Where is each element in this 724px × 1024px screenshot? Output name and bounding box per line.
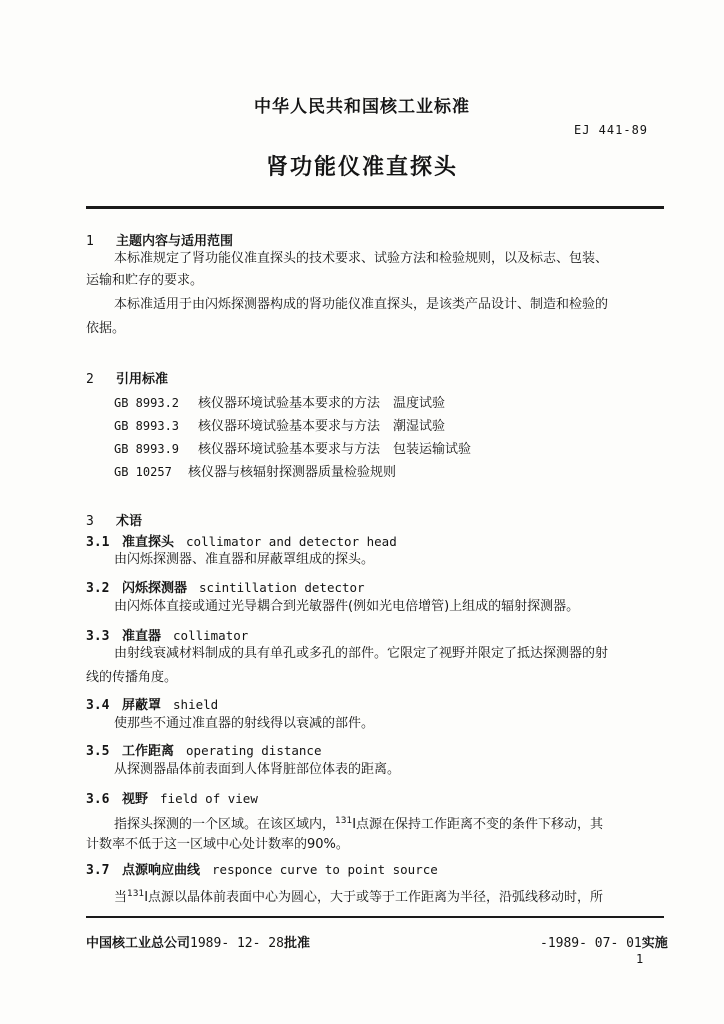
term-definition: 计数率不低于这一区域中心处计数率的90%。 (86, 837, 349, 852)
term-english: operating distance (186, 743, 322, 758)
term-definition (114, 810, 603, 836)
term-number: 3.2 (86, 581, 110, 596)
isotope-superscript: 131 (335, 816, 353, 826)
definition-text: I点源在保持工作距离不变的条件下移动，其 (352, 817, 604, 832)
term-chinese: 屏蔽罩 (122, 698, 162, 713)
standard-code: EJ 441-89 (574, 123, 649, 137)
term-number: 3.1 (86, 535, 110, 550)
term-definition: 使那些不通过准直器的射线得以衰减的部件。 (114, 716, 375, 731)
reference-item (114, 415, 445, 434)
term-definition: 由射线衰减材料制成的具有单孔或多孔的部件。它限定了视野并限定了抵达探测器的射 (114, 646, 609, 661)
section-number: 2 (86, 372, 94, 387)
approving-authority: 中国核工业总公司 (86, 936, 191, 951)
term-number: 3.4 (86, 698, 110, 713)
paragraph-line: 依据。 (86, 321, 126, 336)
term-english: field of view (160, 791, 258, 806)
implementation-line (540, 932, 668, 951)
section-title: 引用标准 (116, 372, 169, 387)
section-2-heading (86, 368, 168, 387)
definition-text: 指探头探测的一个区域。在该区域内， (114, 817, 336, 832)
term-heading (86, 625, 248, 644)
term-heading (86, 788, 258, 807)
term-chinese: 视野 (122, 792, 149, 807)
paragraph-line: 本标准规定了肾功能仪准直探头的技术要求、试验方法和检验规则，以及标志、包装、 (114, 251, 609, 266)
footer-rule (86, 916, 664, 918)
term-heading (86, 577, 365, 596)
reference-code: GB 8993.2 (114, 396, 180, 410)
term-number: 3.3 (86, 629, 110, 644)
reference-title: 核仪器环境试验基本要求的方法 温度试验 (198, 396, 446, 411)
term-definition: 从探测器晶体前表面到人体肾脏部位体表的距离。 (114, 762, 401, 777)
reference-title: 核仪器环境试验基本要求与方法 潮湿试验 (198, 419, 446, 434)
reference-item (114, 392, 445, 411)
term-number: 3.7 (86, 863, 110, 878)
term-definition: 由闪烁体直接或通过光导耦合到光敏器件(例如光电倍增管)上组成的辐射探测器。 (114, 599, 580, 614)
term-english: collimator (173, 628, 249, 643)
term-english: scintillation detector (199, 580, 365, 595)
term-definition: 线的传播角度。 (86, 670, 178, 685)
term-chinese: 点源响应曲线 (122, 863, 201, 878)
term-number: 3.6 (86, 792, 110, 807)
reference-code: GB 10257 (114, 465, 172, 479)
term-definition: 由闪烁探测器、准直器和屏蔽罩组成的探头。 (114, 552, 375, 567)
term-heading (86, 740, 321, 759)
section-title: 主题内容与适用范围 (116, 234, 234, 249)
reference-title: 核仪器与核辐射探测器质量检验规则 (188, 465, 397, 480)
term-definition (114, 883, 603, 909)
reference-code: GB 8993.9 (114, 442, 180, 456)
reference-item (114, 461, 396, 480)
definition-text: 当 (114, 890, 128, 905)
term-english: shield (173, 697, 219, 712)
term-heading (86, 531, 397, 550)
paragraph-line: 本标准适用于由闪烁探测器构成的肾功能仪准直探头，是该类产品设计、制造和检验的 (114, 297, 609, 312)
definition-text: I点源以晶体前表面中心为圆心，大于或等于工作距离为半径，沿弧线移动时，所 (144, 890, 604, 905)
term-chinese: 工作距离 (122, 744, 175, 759)
term-heading (86, 694, 218, 713)
isotope-superscript: 131 (127, 889, 145, 899)
section-1-heading (86, 230, 233, 249)
term-english: responce curve to point source (212, 862, 438, 877)
reference-title: 核仪器环境试验基本要求与方法 包装运输试验 (198, 442, 472, 457)
implementation-date: -1989- 07- 01 (540, 936, 642, 951)
reference-item (114, 438, 471, 457)
section-number: 1 (86, 234, 94, 249)
page-number: 1 (636, 952, 644, 966)
term-chinese: 闪烁探测器 (122, 581, 188, 596)
implementation-label: 实施 (641, 936, 668, 951)
section-3-heading (86, 510, 142, 529)
paragraph-line: 运输和贮存的要求。 (86, 273, 204, 288)
issuing-org: 中华人民共和国核工业标准 (254, 97, 470, 117)
section-title: 术语 (116, 514, 143, 529)
header-rule (86, 206, 664, 209)
reference-code: GB 8993.3 (114, 419, 180, 433)
term-heading (86, 859, 438, 878)
section-number: 3 (86, 514, 94, 529)
term-chinese: 准直器 (122, 629, 162, 644)
approval-date: 1989- 12- 28 (190, 936, 284, 951)
document-title: 肾功能仪准直探头 (265, 155, 458, 180)
term-english: collimator and detector head (186, 534, 397, 549)
term-chinese: 准直探头 (122, 535, 175, 550)
approval-line (86, 932, 310, 951)
term-number: 3.5 (86, 744, 110, 759)
approval-label: 批准 (283, 936, 310, 951)
